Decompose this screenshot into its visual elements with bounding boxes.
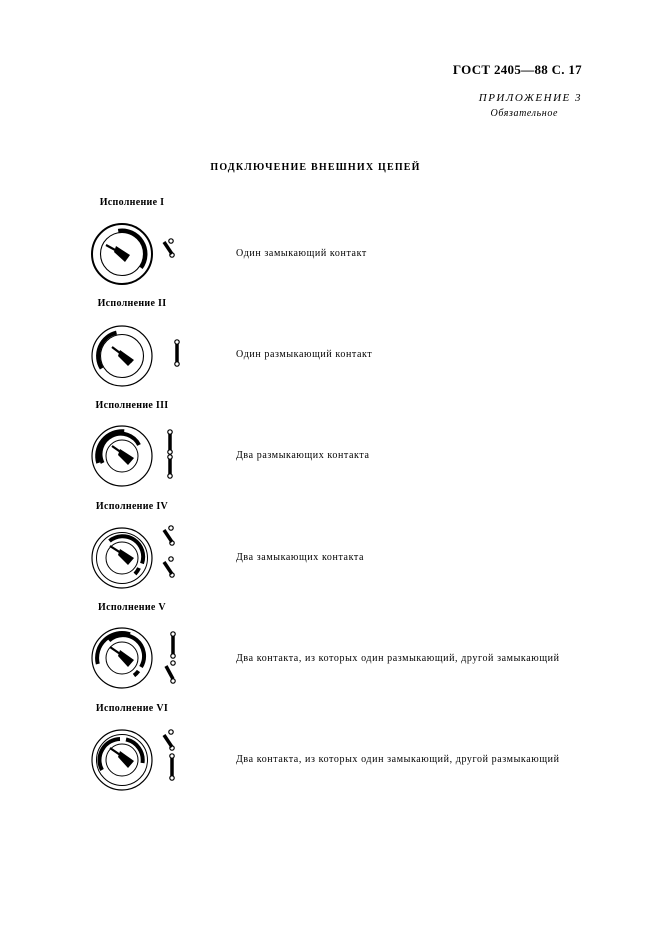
section-title: ПОДКЛЮЧЕНИЕ ВНЕШНИХ ЦЕПЕЙ [210,162,421,173]
variant-label-6: Исполнение VI [95,703,169,714]
appendix-status: Обязательное [490,108,558,119]
variant-label-2: Исполнение II [97,298,167,309]
make-contact-icon [164,239,174,257]
variant-description-2: Один размыкающий контакт [236,349,373,360]
gauge-symbol-4 [90,526,190,590]
gauge-dial-icon [92,224,152,284]
appendix-label: ПРИЛОЖЕНИЕ 3 [478,92,582,104]
break-contact-icon [171,632,175,658]
break-contact-icon [168,430,172,454]
variant-label-5: Исполнение V [98,602,166,613]
variant-label-1: Исполнение I [99,197,165,208]
variant-label-3: Исполнение III [95,400,169,411]
make-contact-icon [164,557,174,577]
standard-page-number: ГОСТ 2405—88 С. 17 [452,62,582,77]
make-contact-icon [164,730,174,750]
gauge-symbol-3 [90,424,190,488]
gauge-dial-icon [92,730,152,790]
variant-description-1: Один замыкающий контакт [236,248,367,259]
break-contact-icon [175,340,179,366]
variant-label-4: Исполнение IV [95,501,169,512]
gauge-dial-icon [92,628,152,688]
variant-description-3: Два размыкающих контакта [236,450,370,461]
break-contact-icon [170,754,174,780]
break-contact-icon [168,455,172,478]
make-contact-icon [164,526,174,545]
gauge-symbol-1 [90,222,190,286]
variant-description-5: Два контакта, из которых один размыкающий, другой замыкающий [236,653,560,664]
variant-description-4: Два замыкающих контакта [236,552,365,563]
variant-description-6: Два контакта, из которых один замыкающий, другой размыкающий [236,754,560,765]
gauge-dial-icon [92,426,152,486]
make-contact-icon [166,661,175,683]
gauge-symbol-2 [90,324,190,388]
gauge-symbol-5 [90,626,190,690]
gauge-symbol-6 [90,728,190,792]
gauge-dial-icon [92,326,152,386]
gauge-dial-icon [92,528,152,588]
